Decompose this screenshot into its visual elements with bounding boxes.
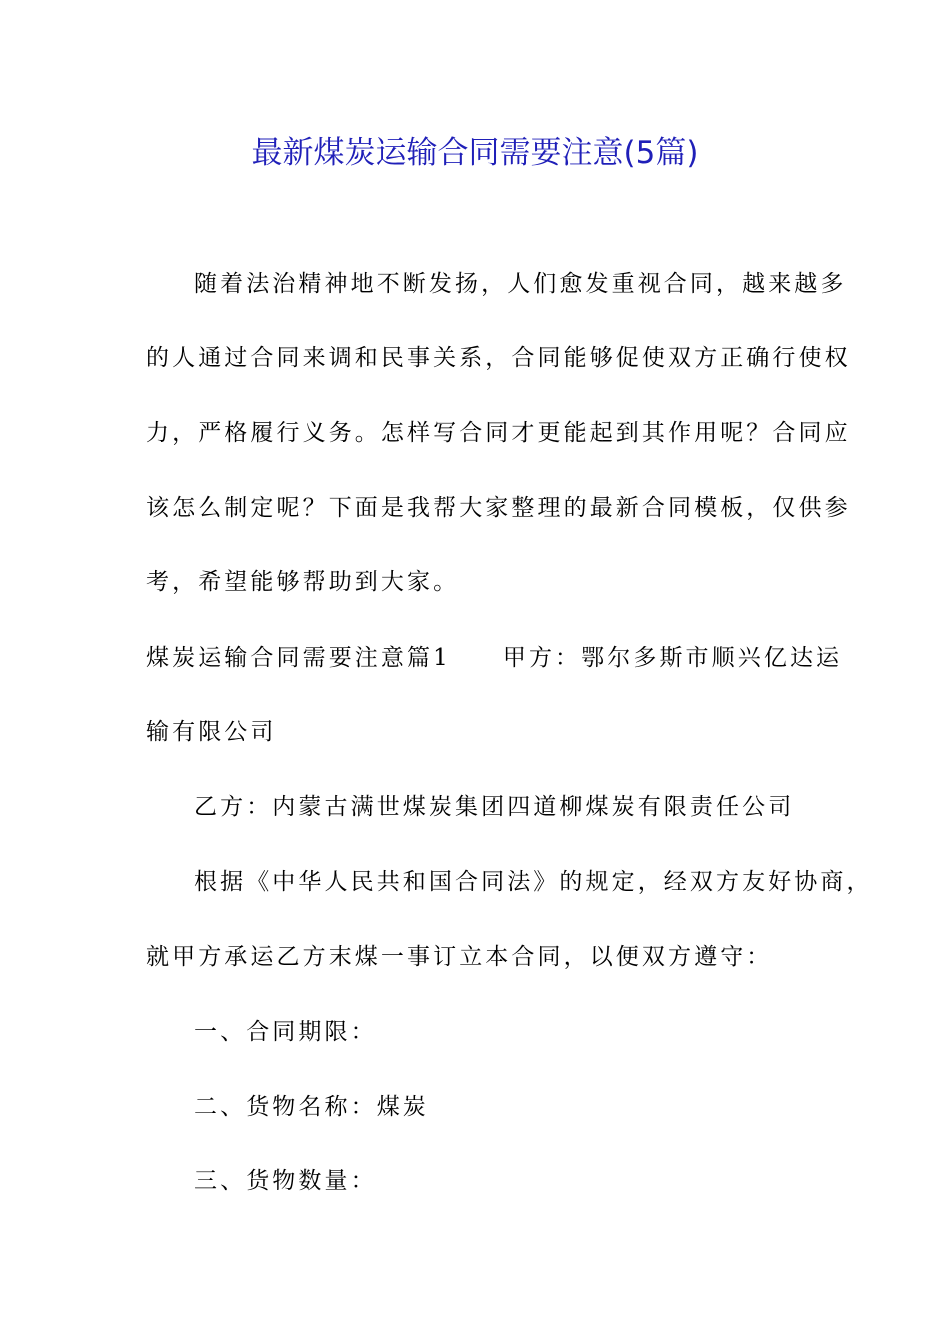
- party-a-label: 甲方：鄂尔多斯市顺兴亿达运: [502, 645, 843, 671]
- intro-line-1: 随着法治精神地不断发扬，人们愈发重视合同，越来越多: [194, 271, 847, 297]
- basis-line-1: 根据《中华人民共和国合同法》的规定，经双方友好协商，: [194, 869, 873, 895]
- section-heading: 煤炭运输合同需要注意篇1: [146, 645, 451, 671]
- intro-line-3: 力，严格履行义务。怎样写合同才更能起到其作用呢？合同应: [146, 420, 851, 446]
- basis-line-2: 就甲方承运乙方末煤一事订立本合同，以便双方遵守：: [146, 944, 773, 970]
- document-title: 最新煤炭运输合同需要注意(5篇): [251, 135, 699, 171]
- intro-line-4: 该怎么制定呢？下面是我帮大家整理的最新合同模板，仅供参: [146, 495, 851, 521]
- clause-2: 二、货物名称：煤炭: [194, 1094, 429, 1120]
- intro-line-2: 的人通过合同来调和民事关系，合同能够促使双方正确行使权: [146, 345, 851, 371]
- party-a-continuation: 输有限公司: [146, 719, 277, 745]
- intro-line-5: 考，希望能够帮助到大家。: [146, 569, 460, 595]
- clause-1: 一、合同期限：: [194, 1019, 377, 1045]
- section-heading-row: [146, 638, 842, 678]
- party-b: 乙方：内蒙古满世煤炭集团四道柳煤炭有限责任公司: [194, 794, 795, 820]
- clause-3: 三、货物数量：: [194, 1168, 377, 1194]
